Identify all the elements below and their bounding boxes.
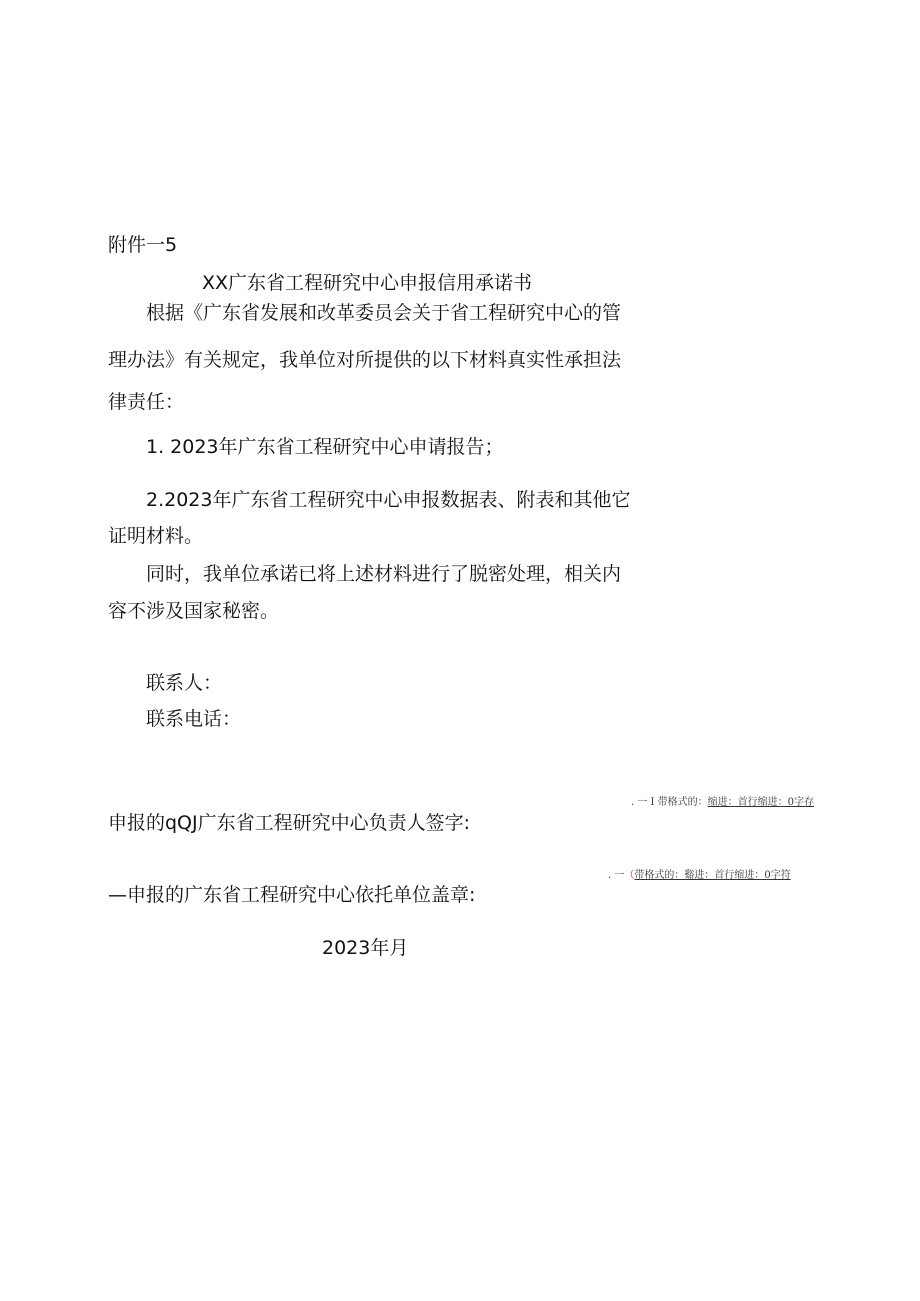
document-title: XX广东省工程研究中心申报信用承诺书 — [202, 272, 533, 294]
paragraph1-line1: 根据《广东省发展和改革委员会关于省工程研究中心的管 — [146, 302, 622, 324]
format-comment-2-detail: 带格式的：谿进：首行缩进：0字符 — [634, 870, 791, 881]
format-comment-1-detail: 缩进：首行缩进：0字存 — [707, 797, 815, 808]
contact-person-label: 联系人： — [146, 672, 223, 694]
list-item-2-line2: 证明材料。 — [108, 525, 204, 547]
paragraph2-line1: 同时，我单位承诺已将上述材料进行了脱密处理，相关内 — [146, 563, 622, 585]
date-line: 2023年月 — [322, 937, 409, 959]
paragraph1-line2: 理办法》有关规定，我单位对所提供的以下材料真实性承担法 — [108, 349, 622, 371]
format-comment-2[interactable] — [608, 870, 791, 882]
format-comment-2-prefix: . 一 — [608, 870, 625, 881]
format-comment-1-prefix: . 一 I 带格式的： — [631, 797, 708, 808]
paragraph2-line2: 容不涉及国家秘密。 — [108, 600, 280, 622]
format-comment-1[interactable] — [631, 797, 814, 809]
format-comment-2-marker: （ — [624, 870, 635, 881]
paragraph1-line3: 律责任： — [108, 391, 185, 413]
list-item-1: 1. 2023年广东省工程研究中心申请报告； — [146, 436, 504, 458]
attachment-label: 附件一5 — [108, 234, 178, 256]
signature-line: 申报的qQJ广东省工程研究中心负责人签字: — [108, 812, 471, 834]
contact-phone-label: 联系电话： — [146, 708, 242, 730]
list-item-2-line1: 2.2023年广东省工程研究中心申报数据表、附表和其他它 — [146, 489, 631, 511]
seal-line: —申报的广东省工程研究中心依托单位盖章: — [108, 884, 476, 906]
